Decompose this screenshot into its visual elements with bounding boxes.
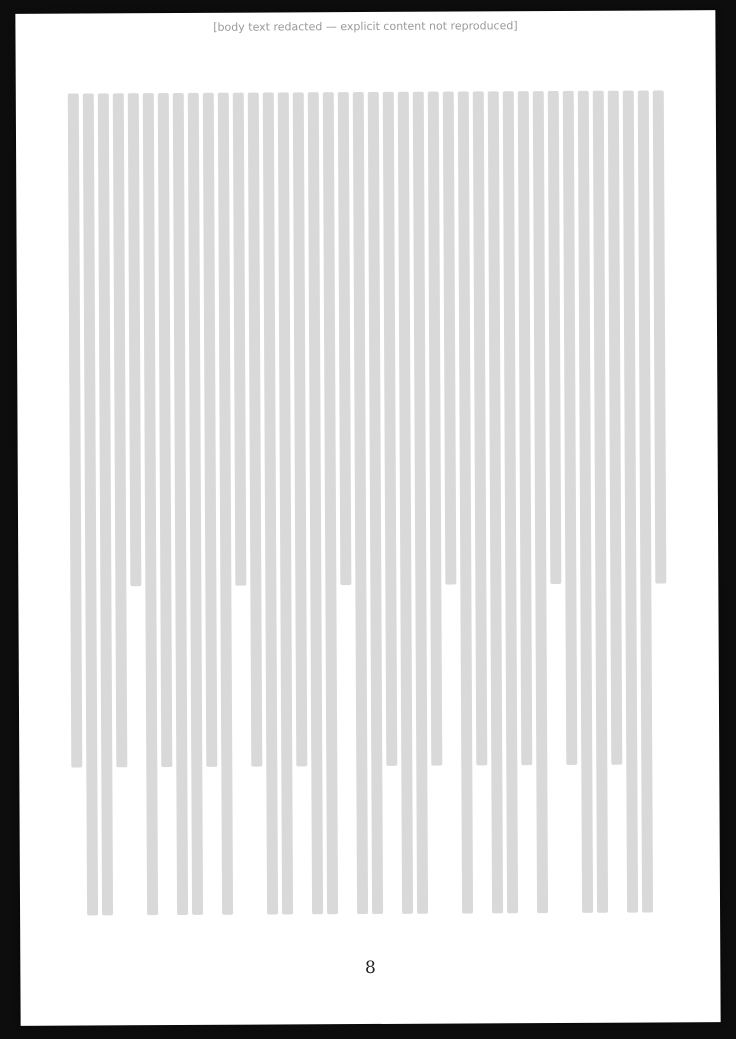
redacted-text-column [413, 92, 428, 914]
redacted-text-column [173, 93, 188, 915]
redacted-text-column [143, 93, 158, 915]
redacted-text-column [353, 92, 368, 914]
redacted-text-column [323, 92, 338, 914]
redacted-text-column [608, 91, 623, 765]
redacted-text-column [473, 91, 488, 765]
redacted-text-column [533, 91, 548, 913]
redacted-text-column [128, 93, 142, 586]
text-block [68, 90, 668, 915]
redacted-text-column [623, 91, 638, 913]
redacted-text-column [398, 92, 413, 914]
redacted-text-column [248, 93, 263, 767]
redacted-text-column [113, 93, 128, 767]
redacted-text-column [158, 93, 173, 767]
redacted-text-column [563, 91, 578, 765]
redacted-text-column [203, 93, 218, 767]
redacted-text-column [488, 91, 503, 913]
book-page [15, 10, 720, 1026]
redacted-text-column [233, 93, 247, 586]
redacted-text-column [218, 93, 233, 915]
page-number: 8 [364, 957, 376, 979]
redacted-text-column [503, 91, 518, 913]
redacted-text-column [263, 92, 278, 914]
redacted-text-column [593, 91, 608, 913]
redacted-text-column [188, 93, 203, 915]
redacted-text-column [278, 92, 293, 914]
redacted-text-column [383, 92, 398, 766]
redacted-text-column [458, 91, 473, 913]
redaction-notice: [body text redacted — explicit content not reproduced] [213, 19, 518, 34]
redacted-text-column [293, 92, 308, 766]
redacted-text-column [638, 91, 653, 913]
redacted-text-column [578, 91, 593, 913]
redacted-text-column [68, 94, 83, 768]
redacted-text-column [368, 92, 383, 914]
redacted-text-column [338, 92, 352, 585]
redacted-text-column [83, 93, 98, 915]
redacted-text-column [98, 93, 113, 915]
redacted-text-column [443, 92, 457, 585]
redacted-text-column [308, 92, 323, 914]
redacted-text-column [653, 90, 667, 583]
redacted-text-column [428, 92, 443, 766]
redacted-text-column [518, 91, 533, 765]
redacted-text-column [548, 91, 562, 584]
